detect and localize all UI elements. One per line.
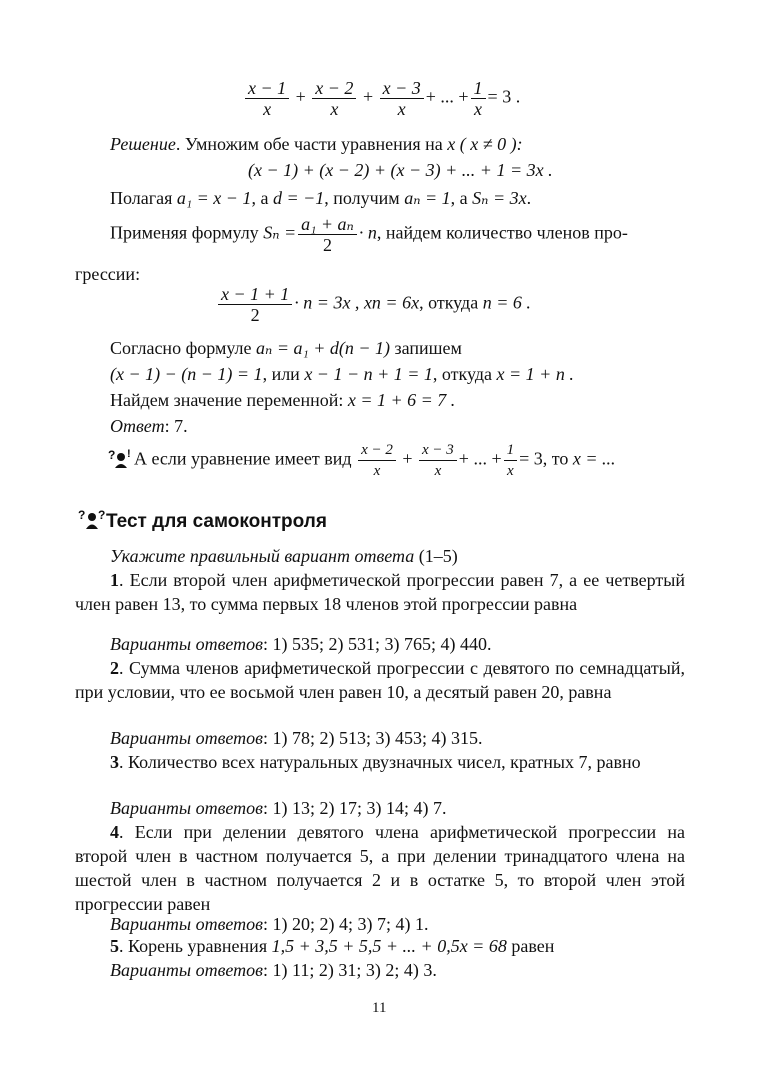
test-options-5: Варианты ответов: 1) 11; 2) 31; 3) 2; 4) 3. [110,960,437,980]
thinking-person-icon [78,508,106,536]
test-question-3: 3. Количество всех натуральных двузначных чисел, кратных 7, равно [110,752,641,772]
test-question-1: 1. Если второй член арифметической прогрессии равен 7, а ее четвертый член равен 13, то сумма первых 18 членов этой прогрессии равна [75,570,685,614]
test-question-4: 4. Если при делении девятого члена арифметической прогрессии на второй член в частном получается 5, а при делении тринадцатого члена на шестой член в частном получается 2 и в остатке 5, то второй член этой прогрессии равен [75,822,685,914]
fraction: $\frac{1}{x}$ [471,78,486,119]
test-options-3: Варианты ответов: 1) 13; 2) 17; 3) 14; 4) 7. [110,798,447,818]
solution-line-4: грессии: [75,264,141,284]
question-line: ? ! А если уравнение имеет вид $\frac{x - 2}{x}$ + $\frac{x - 3}{x}$ + ... + $\frac{1}{x}$ = 3, то x = ... [108,442,616,479]
solution-line-6: (x − 1) − (n − 1) = 1, или x − 1 − n + 1 = 1, откуда x = 1 + n . [110,364,574,384]
solution-equation-1: (x − 1) + (x − 2) + (x − 3) + ... + 1 = 3x . [248,160,553,180]
test-question-5: 5. Корень уравнения 1,5 + 3,5 + 5,5 + ... + 0,5x = 68 равен [110,936,555,956]
fraction: $\frac{1}{x}$ [504,440,518,481]
solution-line-1: Решение. Умножим обе части уравнения на x ( x ≠ 0 ): [110,134,523,154]
fraction: $\frac{\text{a₁ + aₙ}}{2}$ [298,214,357,255]
fraction: $\frac{x - 2}{x}$ [312,78,356,119]
svg-text:?: ? [98,508,106,522]
test-instruction: Укажите правильный вариант ответа (1–5) [110,546,458,566]
answer-line: Ответ: 7. [110,416,188,436]
fraction: $\frac{x - 1 + 1}{2}$ [218,284,292,325]
solution-line-5: Согласно формуле aₙ = a₁ + d(n − 1) запишем [110,338,462,358]
test-options-1: Варианты ответов: 1) 535; 2) 531; 3) 765; 4) 440. [110,634,492,654]
fraction: $\frac{x - 3}{x}$ [419,440,457,481]
fraction: $\frac{x - 3}{x}$ [380,78,424,119]
test-heading: ? ? Тест для самоконтроля [78,508,327,536]
solution-line-3: Применяя формулу Sₙ = $\frac{\text{a₁ + aₙ}}{2}$ · n, найдем количество членов про- [110,214,628,255]
solution-line-7: Найдем значение переменной: x = 1 + 6 = 7 . [110,390,456,410]
test-options-2: Варианты ответов: 1) 78; 2) 513; 3) 453; 4) 315. [110,728,483,748]
svg-text:?: ? [78,508,86,522]
solution-line-2: Полагая a₁ = x − 1, а d = −1, получим aₙ = 1, а Sₙ = 3x. [110,188,532,208]
test-options-4: Варианты ответов: 1) 20; 2) 4; 3) 7; 4) 1. [110,914,429,934]
test-question-2: 2. Сумма членов арифметической прогрессии с девятого по семнадцатый, при условии, что ее восьмой член равен 10, а десятый равен 20, равна [75,658,685,702]
top-equation: $\frac{x - 1}{x}$ + $\frac{x - 2}{x}$ + $\frac{x - 3}{x}$ + ... + $\frac{1}{x}$ = 3 . [243,78,520,119]
svg-text:?: ? [108,447,116,462]
fraction: $\frac{x - 2}{x}$ [358,440,396,481]
fraction: $\frac{x - 1}{x}$ [245,78,289,119]
solution-equation-2: $\frac{x - 1 + 1}{2}$ · n = 3x , xn = 6x, откуда n = 6 . [216,284,531,325]
page-number: 11 [372,1000,387,1016]
svg-text:!: ! [127,447,131,460]
thinking-person-icon [108,447,134,475]
